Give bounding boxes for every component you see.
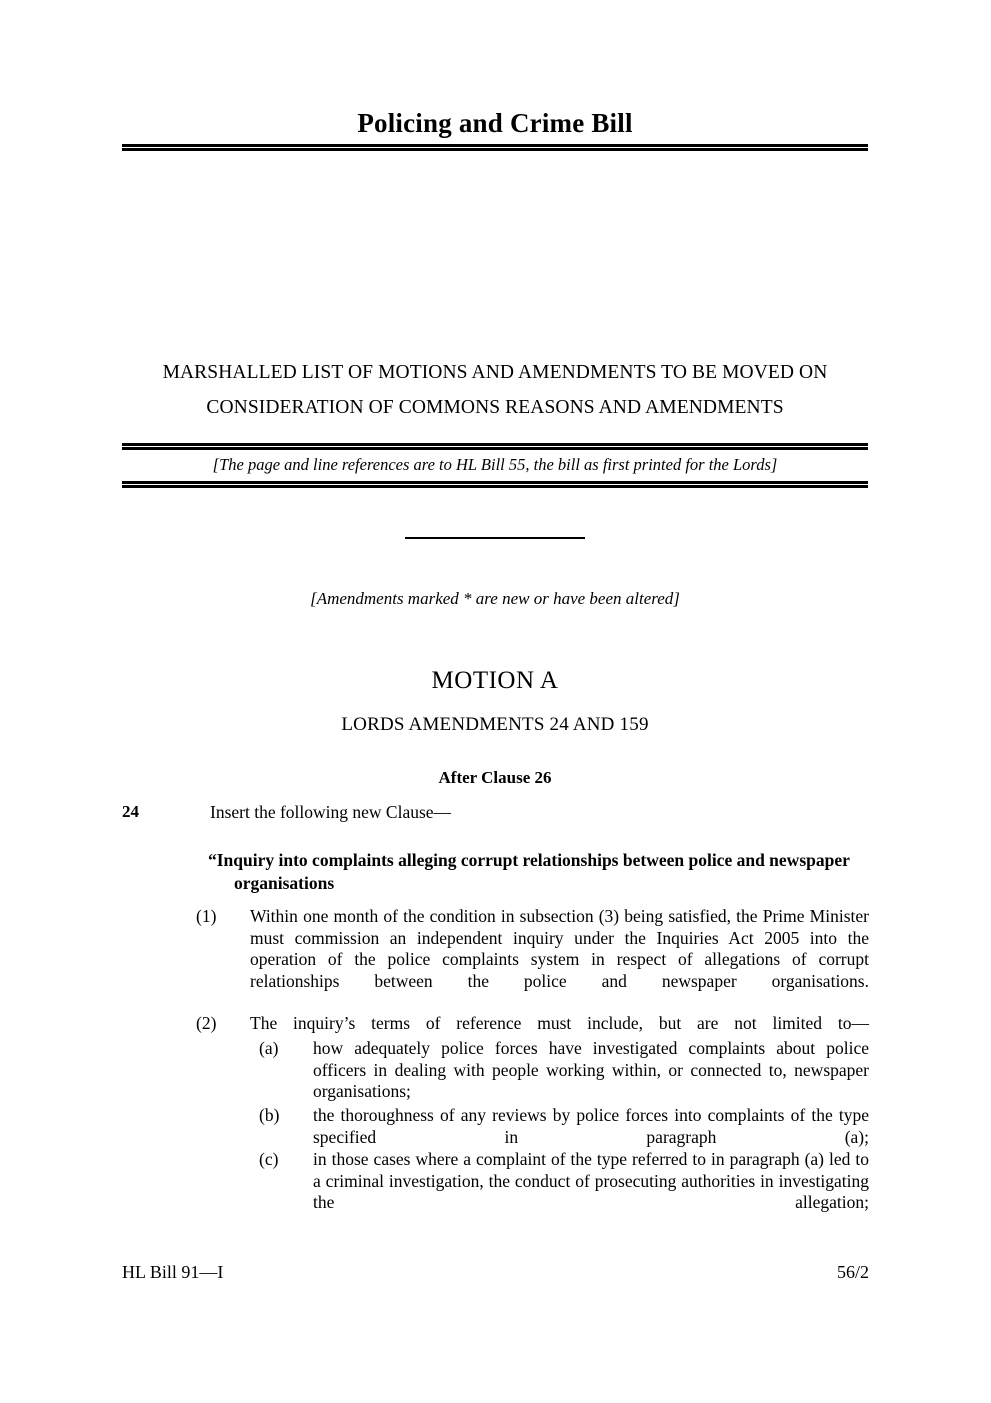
- clause-reference-heading: After Clause 26: [438, 768, 552, 787]
- reference-note-bottom-rule: [122, 481, 868, 488]
- amendment-marking-note: [Amendments marked * are new or have been altered]: [310, 589, 680, 608]
- subsection-2-text: The inquiry’s terms of reference must include, but are not limited to—: [250, 1013, 869, 1033]
- amendment-number: 24: [122, 802, 139, 821]
- motion-subtitle: LORDS AMENDMENTS 24 AND 159: [341, 714, 649, 735]
- subsection-1-marker: (1): [196, 906, 217, 926]
- footer-page-reference: 56/2: [836, 1262, 869, 1282]
- subsection-1-text: Within one month of the condition in subsection (3) being satisfied, the Prime Minister must commission an independent inquiry under the Inquiries Act 2005 into the operation of the police complaints system in respect of allegations of corrupt relationships between the police and newspaper organisations.: [250, 906, 869, 991]
- section-divider-rule: [405, 537, 585, 539]
- paragraph-a-marker: (a): [259, 1038, 279, 1058]
- paragraph-b-marker: (b): [259, 1105, 280, 1125]
- paragraph-a-text: how adequately police forces have investigated complaints about police officers in dealing with people working within, or connected to, newspaper organisations;: [313, 1038, 869, 1101]
- reference-note: [The page and line references are to HL Bill 55, the bill as first printed for the Lords]: [212, 455, 778, 474]
- amendment-instruction: Insert the following new Clause—: [210, 802, 452, 822]
- paragraph-c-marker: (c): [259, 1149, 279, 1169]
- page-title: Policing and Crime Bill: [357, 108, 633, 138]
- reference-note-top-rule: [122, 443, 868, 450]
- footer-bill-number: HL Bill 91—I: [122, 1262, 224, 1282]
- paragraph-b-text: the thoroughness of any reviews by police forces into complaints of the type specified in paragraph (a);: [313, 1105, 869, 1147]
- headline-line-1: MARSHALLED LIST OF MOTIONS AND AMENDMENTS TO BE MOVED ON: [162, 362, 828, 383]
- subsection-2-marker: (2): [196, 1013, 217, 1033]
- paragraph-c: [259, 1149, 869, 1235]
- new-clause-heading: “Inquiry into complaints alleging corrupt relationships between police and newspaper organisations: [208, 850, 850, 893]
- headline-line-2: CONSIDERATION OF COMMONS REASONS AND AMENDMENTS: [206, 397, 784, 418]
- subsection-1: [196, 906, 869, 1014]
- paragraph-c-text: in those cases where a complaint of the type referred to in paragraph (a) led to a criminal investigation, the conduct of prosecuting authorities in investigating the allegation;: [313, 1149, 869, 1212]
- motion-title: MOTION A: [431, 667, 559, 694]
- title-divider-rule: [122, 144, 868, 151]
